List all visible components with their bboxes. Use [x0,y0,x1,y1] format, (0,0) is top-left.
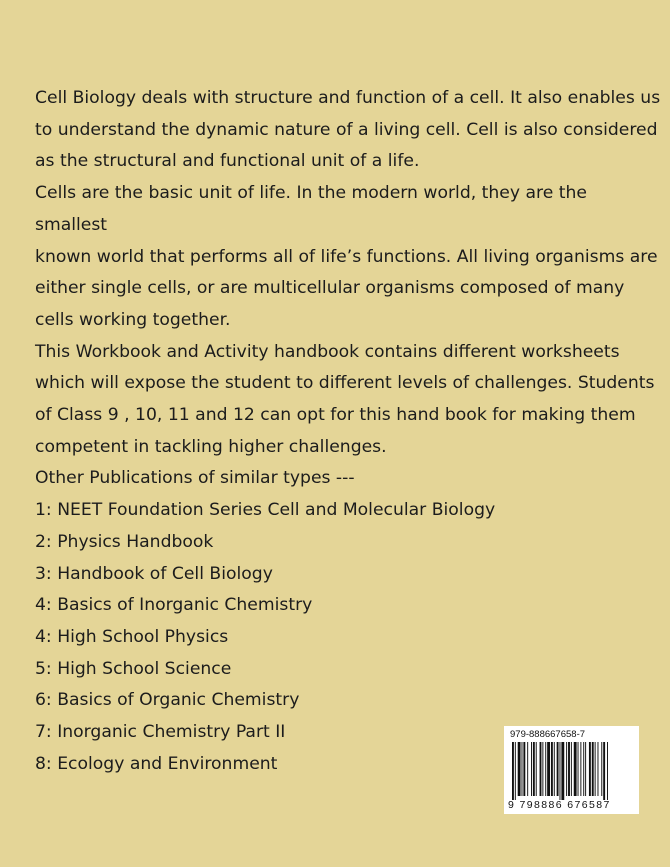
barcode-bar [583,742,584,796]
barcode-bar [568,742,570,796]
publication-item: 3: Handbook of Cell Biology [35,563,273,584]
barcode-bar [607,742,608,800]
barcode-bar [542,742,543,796]
barcode-bar [523,742,525,796]
barcode-bar [540,742,542,796]
publications-heading: Other Publications of similar types --- [35,468,355,489]
publication-item: 7: Inorganic Chemistry Part II [35,722,286,743]
barcode-bar [522,742,523,796]
barcode-bar [595,742,596,796]
barcode-bar [515,742,516,800]
barcode-bar [585,742,586,796]
barcode-bar [592,742,594,796]
barcode-bar [580,742,581,796]
back-cover-text [35,83,663,780]
barcode-bar [566,742,567,796]
barcode-bar [560,742,561,800]
barcode-bar [574,742,577,796]
publication-item: 5: High School Science [35,658,232,679]
description-paragraph-3: This Workbook and Activity handbook contains different worksheets which will expose the student to different levels of challenges. Students of Class 9 , 10, 11 and 12 can opt for this hand book for making them competent in tackling higher challenges. [35,341,655,457]
barcode-bar [554,742,555,796]
barcode-bar [531,742,532,796]
barcode-bar [589,742,591,796]
publication-item: 1: NEET Foundation Series Cell and Molecular Biology [35,500,496,521]
barcode-bar [551,742,553,796]
publication-item: 6: Basics of Organic Chemistry [35,690,300,711]
barcode-bar [603,742,605,800]
barcode-bar [518,742,521,796]
barcode-bar [533,742,535,796]
publication-item: 4: Basics of Inorganic Chemistry [35,595,313,616]
publication-item: 8: Ecology and Environment [35,753,278,774]
barcode-bar [547,742,550,796]
isbn-barcode [504,726,639,814]
publication-item: 4: High School Physics [35,626,229,647]
description-paragraph-1: Cell Biology deals with structure and function of a cell. It also enables us to understand the dynamic nature of a living cell. Cell is also considered as the structural and functional unit of a life. [35,88,661,172]
barcode-digits: 9 798886 676587 [508,799,611,811]
barcode-bar [527,742,528,796]
barcode-bar [561,742,564,800]
barcode-bar [536,742,537,796]
barcode-bar [578,742,579,796]
barcode-bar [601,742,602,796]
barcode-bar [571,742,572,796]
barcode-bar [545,742,546,796]
isbn-number: 979-888667658-7 [510,729,586,740]
publication-item: 2: Physics Handbook [35,531,214,552]
barcode-bar [557,742,559,796]
barcode-bar [598,742,599,796]
description-paragraph-2: Cells are the basic unit of life. In the modern world, they are the smallest known world that performs all of life’s functions. All living organisms are either single cells, or are multicellular organisms composed of many cells working together. [35,183,658,330]
barcode-icon [510,742,634,800]
barcode-bar [512,742,514,800]
